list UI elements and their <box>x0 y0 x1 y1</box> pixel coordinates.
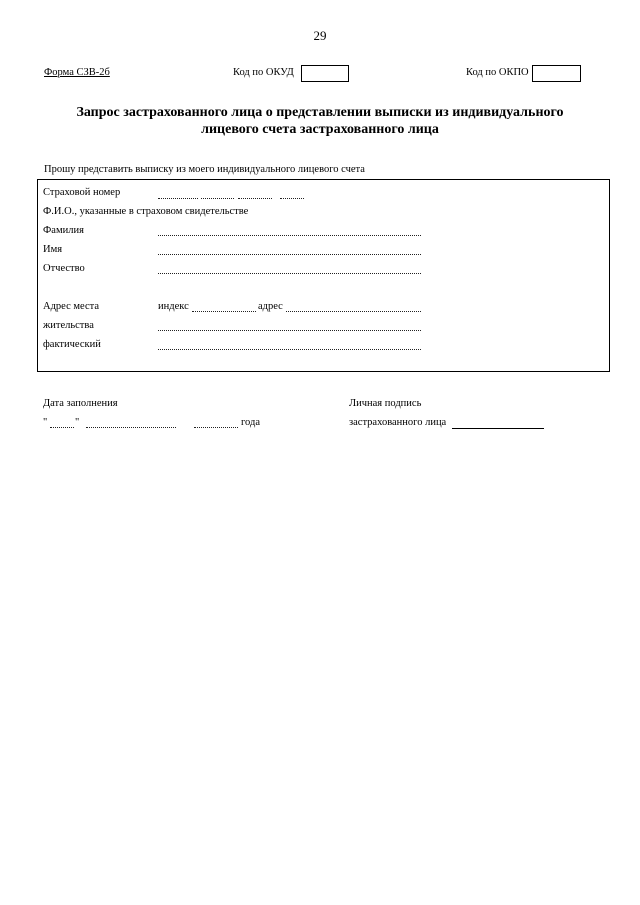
address-sub-label: адрес <box>258 301 283 312</box>
name-field[interactable] <box>158 254 421 255</box>
fio-note: Ф.И.О., указанные в страховом свидетельстве <box>43 206 249 217</box>
request-text: Прошу представить выписку из моего индивидуального лицевого счета <box>44 164 365 175</box>
address-label-line-1: Адрес места <box>43 301 99 312</box>
patronymic-field[interactable] <box>158 273 421 274</box>
date-quote-close: " <box>75 417 80 428</box>
page-number: 29 <box>313 28 327 43</box>
date-year-field[interactable] <box>194 427 238 428</box>
date-day-field[interactable] <box>50 427 74 428</box>
okud-field[interactable] <box>301 65 349 82</box>
index-label: индекс <box>158 301 189 312</box>
document-title <box>40 104 600 138</box>
insurance-number-part-2[interactable] <box>201 198 234 199</box>
address-label-line-2: жительства <box>43 320 94 331</box>
date-label: Дата заполнения <box>43 398 118 409</box>
surname-label: Фамилия <box>43 225 84 236</box>
signature-field[interactable] <box>452 428 544 429</box>
name-label: Имя <box>43 244 63 255</box>
date-quote-open: " <box>43 417 48 428</box>
form-name: Форма СЗВ-2б <box>44 67 110 78</box>
okpo-field[interactable] <box>532 65 581 82</box>
signature-label-line-1: Личная подпись <box>349 398 422 409</box>
address-field-line-2[interactable] <box>158 330 421 331</box>
okud-label: Код по ОКУД <box>233 67 294 78</box>
signature-label-line-2: застрахованного лица <box>349 417 447 428</box>
insurance-number-label: Страховой номер <box>43 187 121 198</box>
address-label-line-3: фактический <box>43 339 101 350</box>
date-month-field[interactable] <box>86 427 176 428</box>
title-line-2: лицевого счета застрахованного лица <box>201 122 439 137</box>
insurance-number-part-1[interactable] <box>158 198 198 199</box>
address-field-line-3[interactable] <box>158 349 421 350</box>
index-field[interactable] <box>192 311 256 312</box>
patronymic-label: Отчество <box>43 263 85 274</box>
surname-field[interactable] <box>158 235 421 236</box>
insurance-number-part-3[interactable] <box>238 198 272 199</box>
address-field-line-1[interactable] <box>286 311 421 312</box>
title-line-1: Запрос застрахованного лица о представлении выписки из индивидуального <box>76 105 564 120</box>
okpo-label: Код по ОКПО <box>466 67 529 78</box>
year-suffix: года <box>241 417 260 428</box>
insurance-number-part-4[interactable] <box>280 198 304 199</box>
